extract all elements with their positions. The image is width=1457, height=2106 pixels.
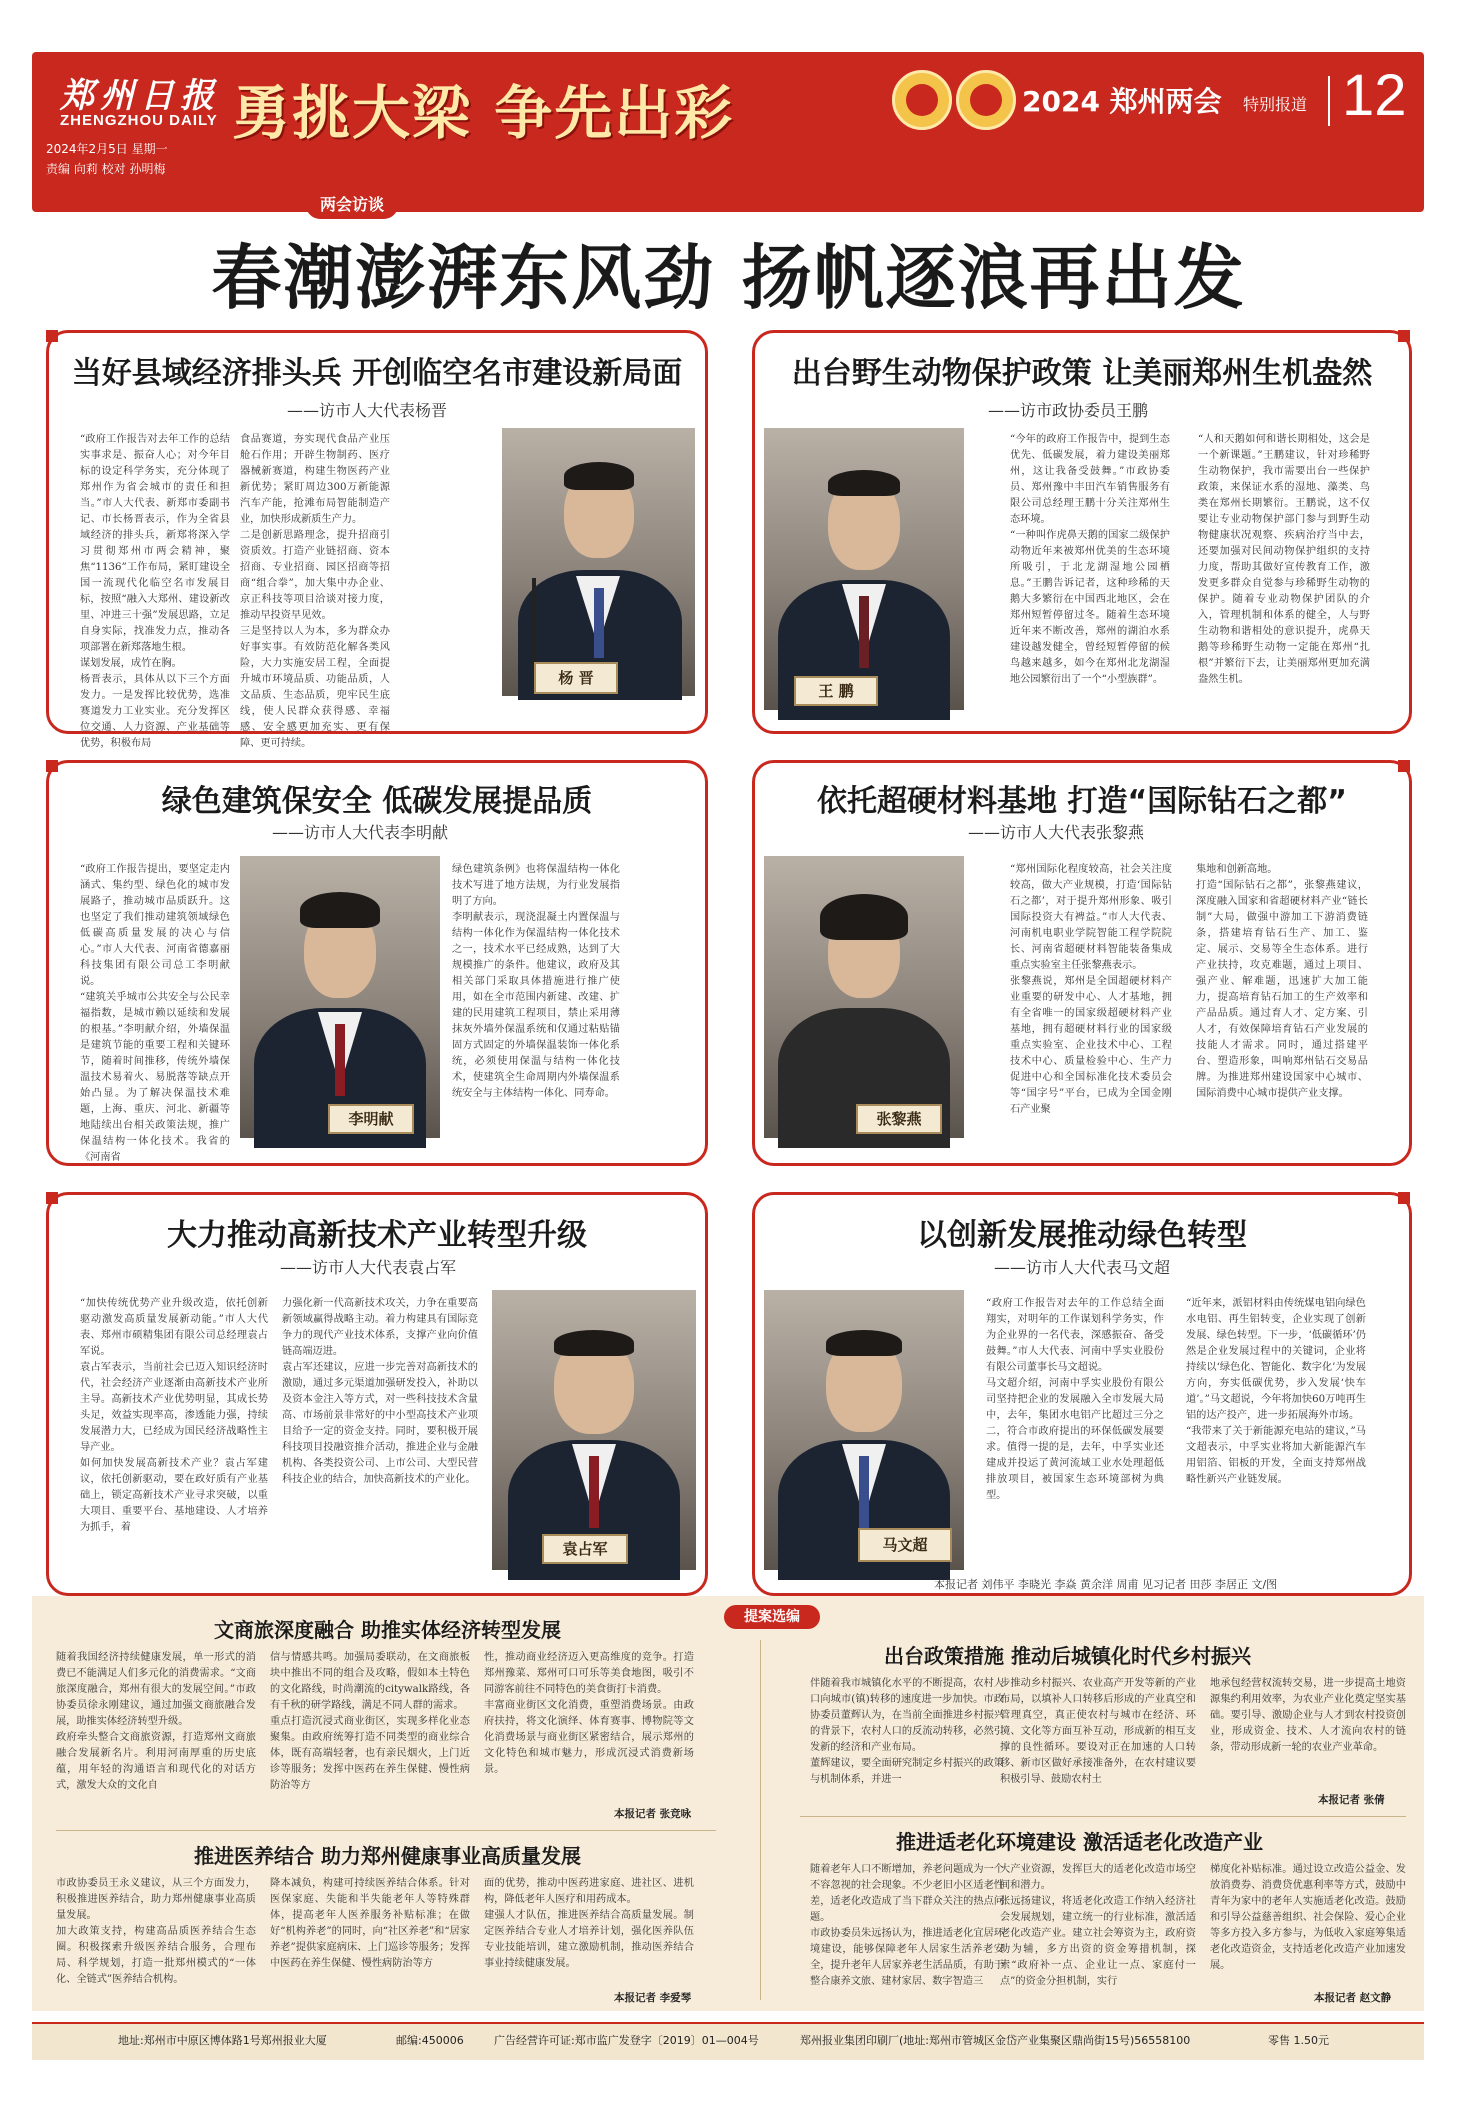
interview-title: 依托超硬材料基地 打造“国际钻石之都”	[817, 784, 1347, 819]
panel-corner	[46, 330, 58, 342]
footer-price: 零售 1.50元	[1268, 2034, 1329, 2047]
proposal-title: 出台政策措施 推动后城镇化时代乡村振兴	[884, 1644, 1251, 1668]
panel-corner	[46, 760, 58, 772]
portrait-photo	[492, 1290, 696, 1570]
name-plate: 杨 晋	[534, 662, 618, 694]
row-divider	[56, 1830, 716, 1831]
interview-subtitle: ——访市人大代表马文超	[994, 1258, 1171, 1277]
name-plate: 王 鹏	[794, 676, 878, 706]
portrait-photo	[764, 428, 964, 710]
photo-credit: 本报记者 刘伟平 李晓光 李焱 黄余洋 周甫 见习记者 田莎 李居正 文/图	[934, 1578, 1278, 1591]
article-column: “加快传统优势产业升级改造，依托创新驱动激发高质量发展新动能。”市人大代表、郑州市硕精集团有限公司总经理袁占军说。 袁占军表示，当前社会已迈入知识经济时代，社会经济产业逐渐由高新技术产业所主导。高新技术产业优势明显，其成长势头足，效益实现率高，渗透能力强，持续发展潜力大，已经成为国民经济战略性主导产业。 如何加快发展高新技术产业？袁占军建议，依托创新驱动，要在政好质有产业基础上，锁定高新技术产业寻求突破，以重大项目、重要平台、基地建设、人才培养为抓手，着	[80, 1298, 268, 1533]
proposal-column: 市政协委员王永义建议，从三个方面发力，积极推进医养结合，助力郑州健康事业高质量发展。 加大政策支持，构建高品质医养结合生态圈。积极探索升级医养结合服务，合理布局、科学规划，打造一批郑州模式的“一体化、全链式”医养结合机构。	[56, 1878, 256, 1985]
portrait-photo	[502, 428, 695, 696]
national-emblem-icon	[892, 70, 952, 130]
article-column: “今年的政府工作报告中，提到生态优先、低碳发展，着力建设美丽郑州，这让我备受鼓舞。”市政协委员、郑州豫中丰田汽车销售服务有限公司总经理王鹏十分关注郑州生态环境。 “一种叫作虎鼻天鹅的国家二级保护动物近年来被郑州优美的生态环境所吸引，于北龙湖湿地公园栖息。”王鹏告诉记者，这种珍稀的天鹅大多繁衍在中国西北地区，会在郑州短暂停留过冬。随着生态环境近年来不断改善，郑州的湖泊水系建设越发健全，曾经短暂停留的候鸟越来越多，如今在郑州北龙湖湿地公园繁衍出了一个“小型族群”。	[1010, 434, 1170, 685]
name-plate: 李明献	[328, 1104, 414, 1134]
article-column: “郑州国际化程度较高，社会关注度较高，做大产业规模，打造‘国际钻石之都’，对于提升郑州形象、吸引国际投资大有裨益。”市人大代表、河南机电职业学院智能工程学院院长、河南省超硬材料智能装备集成重点实验室主任张黎燕表示。 张黎燕说，郑州是全国超硬材料产业重要的研发中心、人才基地，拥有全省唯一的国家级超硬材料产业基地，拥有超硬材料行业的国家级重点实验室、企业技术中心、工程技术中心、质量检验中心、生产力促进中心和全国标准化技术委员会等“国字号”平台，已成为全国金刚石产业聚	[1010, 864, 1172, 1115]
article-column: 集地和创新高地。 打造“国际钻石之都”，张黎燕建议，深度融入国家和省超硬材料产业“链长制”大局，做强中游加工下游消费链条，搭建培育钻石生产、加工、鉴定、展示、交易等全生态体系。进行产业扶持，攻克难题，通过上项目、强产业、解难题，迅速扩大加工能力，提高培育钻石加工的生产效率和产品品质。通过育人才、定方案、引人才，有效保障培育钻石产业发展的技能人才需求。同时，通过搭建平台、塑造形象，叫响郑州钻石交易品牌。为推进郑州建设国家中心城市、国际消费中心城市提供产业支撑。	[1196, 864, 1368, 1099]
proposal-reporter: 本报记者 张竞咏	[614, 1808, 692, 1820]
column-divider	[760, 1640, 761, 2000]
article-column: 绿色建筑条例》也将保温结构一体化技术写进了地方法规，为行业发展指明了方向。 李明献表示，现浇混凝土内置保温与结构一体化作为保温结构一体化技术之一，技术水平已经成熟，达到了大规模推广的条件。他建议，政府及其相关部门采取具体措施进行推广使用，如在全市范围内新建、改建、扩建的民用建筑工程项目，禁止采用薄抹灰外墙外保温系统和仅通过粘贴锚固方式固定的外墙保温装饰一体化系统，必须使用保温与结构一体化技术，使建筑全生命周期内外墙保温系统安全与主体结构一体化、同寿命。	[452, 864, 620, 1099]
proposal-column: 大产业资源，发挥巨大的适老化改造市场空间和潜力。 张远扬建议，将适老化改造工作纳入经济社会发展规划，建立统一的行业标准，激活适老化改造产业。建立社会筹资为主，政府资助为辅，多方出资的资金筹措机制，探索“政府补一点、企业让一点、家庭付一点”的资金分担机制，实行	[1000, 1864, 1196, 1987]
proposal-column: 降本减负，构建可持续医养结合体系。针对医保家庭、失能和半失能老年人等特殊群体，提高老年人医养服务补贴标准；在做好“机构养老”的同时，向“社区养老”和“居家养老”提供家庭病床、上门巡诊等服务；发挥中医药在养生保健、慢性病防治等方	[270, 1878, 470, 1969]
proposal-column: 地承包经营权流转交易，进一步提高土地资源集约利用效率，为农业产业化奠定坚实基础。要引导、激励企业与人才到农村投资创业，形成资金、技术、人才流向农村的链条，带动形成新一轮的农业产业革命。	[1210, 1678, 1406, 1753]
panel-corner	[1398, 330, 1410, 342]
person-icon	[268, 176, 304, 212]
footer-printer: 郑州报业集团印刷厂(地址:郑州市管城区金岱产业集聚区鼎尚街15号)56558100	[800, 2034, 1191, 2047]
interview-title: 绿色建筑保安全 低碳发展提品质	[161, 784, 593, 819]
proposal-column: 随着我国经济持续健康发展，单一形式的消费已不能满足人们多元化的消费需求。“文商旅深度融合，郑州有很大的发展空间。”市政协委员徐永刚建议，通过加强文商旅融合发展，助推实体经济转型升级。 政府牵头整合文商旅资源，打造郑州文商旅融合发展新名片。利用河南厚重的历史底蕴，用年轻的沟通语言和现代化的对话方式，激发大众的文化自	[56, 1652, 256, 1791]
row-divider	[800, 1816, 1406, 1817]
interview-subtitle: ——访市人大代表张黎燕	[968, 823, 1145, 842]
proposals-tag: 提案选编	[724, 1605, 820, 1629]
interview-title: 大力推动高新技术产业转型升级	[167, 1218, 587, 1253]
page-number: 12	[1342, 63, 1407, 128]
interview-subtitle: ——访市人大代表袁占军	[280, 1258, 457, 1277]
proposal-reporter: 本报记者 张倩	[1318, 1794, 1385, 1806]
interview-subtitle: ——访市人大代表李明献	[272, 823, 449, 842]
proposal-column: 面的优势，推动中医药进家庭、进社区、进机构，降低老年人医疗和用药成本。 建强人才队伍，推进医养结合高质量发展。制定医养结合专业人才培养计划，强化医养队伍专业技能培训，建立激励机制，推动医养结合事业持续健康发展。	[484, 1878, 694, 1969]
interview-title: 当好县域经济排头兵 开创临空名市建设新局面	[71, 356, 683, 391]
page-headline: 春潮澎湃东风劲 扬帆逐浪再出发	[211, 237, 1246, 319]
issue-date: 2024年2月5日 星期一	[46, 142, 168, 156]
interview-subtitle: ——访市政协委员王鹏	[988, 401, 1149, 420]
panel-corner	[1398, 1192, 1410, 1204]
proposal-reporter: 本报记者 李爱琴	[614, 1992, 692, 2004]
portrait-photo	[764, 1290, 964, 1570]
name-plate: 马文超	[858, 1528, 952, 1562]
article-column: “人和天鹅如何和谐长期相处，这会是一个新课题。”王鹏建议，针对珍稀野生动物保护，我市需要出台一些保护政策，来保证水系的湿地、藻类、鸟类在郑州长期繁衍。王鹏说，这不仅要让专业动物保护部门参与到野生动物健康状况观察、疾病治疗当中去，还要加强对民间动物保护组织的支持力度，帮助其做好宣传教育工作，激发更多群众自觉参与珍稀野生动物的保护。随着专业动物保护团队的介入，管理机制和体系的健全，人与野生动物和谐相处的意识提升，虎鼻天鹅等珍稀野生动物一定能在郑州“扎根”并繁衍下去，让美丽郑州更加充满盎然生机。	[1198, 434, 1370, 685]
article-column: “政府工作报告对去年的工作总结全面翔实，对明年的工作谋划科学务实，作为企业界的一名代表，深感振奋、备受鼓舞。”市人大代表、河南中孚实业股份有限公司董事长马文超说。 马文超介绍，河南中孚实业股份有限公司坚持把企业的发展融入全市发展大局中，去年，集团水电铝产比超过三分之二，符合市政府提出的环保低碳发展要求。值得一提的是，去年，中孚实业还建成并投运了黄河流域工业水处理超低排放项目，被国家生态环境部树为典型。	[986, 1298, 1164, 1501]
proposal-title: 推进适老化环境建设 激活适老化改造产业	[896, 1830, 1263, 1854]
edition-subtitle: 特别报道	[1243, 95, 1308, 114]
proposal-column: 梯度化补贴标准。通过设立改造公益金、发放消费券、消费贷优惠利率等方式，鼓励中青年为家中的老年人实施适老化改造。鼓励和引导公益慈善组织、社会保险、爱心企业等多方投入多方参与，为低收入家庭筹集适老化改造资金，支持适老化改造产业加速发展。	[1210, 1864, 1406, 1971]
cppcc-emblem-icon	[956, 70, 1016, 130]
proposal-column: 伴随着我市城镇化水平的不断提高，农村人口向城市(镇)转移的速度进一步加快。市政协委员董辉认为，在当前全面推进乡村振兴的背景下，农村人口的反流动转移，必然引发新的经济和产业布局。 董辉建议，要全面研究制定乡村振兴的政策与机制体系，并进一	[810, 1678, 1004, 1785]
panel-corner	[46, 1192, 58, 1204]
proposal-column: 步推动乡村振兴、农业高产开发等新的产业布局，以填补人口转移后形成的产业真空和管理真空，真正使农村与城市在经济、环境、文化等方面互补互动，形成新的相互支撑的良性循环。要设对正在加速的人口转移、新市区做好承接准备外，在农村建议要积极引导、鼓励农村土	[1000, 1678, 1196, 1785]
article-column: 力强化新一代高新技术攻关，力争在重要高新领域赢得战略主动。着力构建具有国际竞争力的现代产业技术体系，支撑产业向价值链高端迈进。 袁占军还建议，应进一步完善对高新技术的激励，通过多元渠道加强研发投入，补助以及资本金注入等方式，对一些科技技术含量高、市场前景非常好的中小型高技术产业项目给予一定的资金支持。同时，要积极开展科技项目投融资推介活动，推进企业与金融机构、各类投资公司、上市公司、大型民营科技企业的结合，加快高新技术的产业化。	[282, 1298, 478, 1485]
proposal-reporter: 本报记者 赵文静	[1314, 1992, 1392, 2004]
edition-title: 2024 郑州两会	[1022, 85, 1222, 118]
article-column: “近年来，派铝材料由传统煤电铝向绿色水电铝、再生铝转变，企业实现了创新发展、绿色转型。下一步，‘低碳循环’仍然是企业发展过程中的关键词，企业将持续以‘绿色化、智能化、数字化’为发展方向，夯实低碳优势，步入发展‘快车道’。”马文超说，今年将加快60万吨再生铝的达产投产，进一步拓展海外市场。 “我带来了关于新能源充电站的建议，”马文超表示，中孚实业将加大新能源汽车用铝箔、铝板的开发，全面支持郑州战略性新兴产业链发展。	[1186, 1298, 1366, 1485]
newspaper-logo: 郑州日报	[60, 76, 220, 116]
portrait-photo	[764, 856, 964, 1138]
proposal-title: 推进医养结合 助力郑州健康事业高质量发展	[194, 1844, 581, 1868]
name-plate: 袁占军	[542, 1534, 628, 1564]
footer-license: 广告经营许可证:郑市监广发登字〔2019〕01—004号	[494, 2034, 759, 2047]
article-column: “政府工作报告提出，要坚定走内涵式、集约型、绿色化的城市发展路子，推动城市品质跃升。这也坚定了我们推动建筑领域绿色低碳高质量发展的决心与信心。”市人大代表、河南省德嘉丽科技集团有限公司总工李明献说。 “建筑关乎城市公共安全与公民幸福指数，是城市赖以延续和发展的根基。”李明献介绍，外墙保温是建筑节能的重要工程和关键环节，随着时间推移，传统外墙保温技术易着火、易脱落等缺点开始凸显。为了解决保温技术难题，上海、重庆、河北、新疆等地陆续出台相关政策法规，推广保温结构一体化技术。我省的《河南省	[80, 864, 230, 1163]
masthead-divider	[1328, 76, 1330, 126]
page-editors: 责编 向莉 校对 孙明梅	[46, 162, 166, 176]
newspaper-logo-en: ZHENGZHOU DAILY	[60, 112, 218, 129]
article-column: “政府工作报告对去年工作的总结实事求是、振奋人心；对今年目标的设定科学务实，充分体现了郑州作为省会城市的责任和担当。”市人大代表、新郑市委副书记、市长杨晋表示，作为全省县域经济的排头兵，新郑将深入学习贯彻郑州市两会精神，聚焦“1136”工作布局，紧盯建设全国一流现代化临空名市发展目标，按照“融入大郑州、建设新改里、冲进三十强”发展思路，立足自身实际，找准发力点，推动各项部署在新郑落地生根。 谋划发展，成竹在胸。 杨晋表示，具体从以下三个方面发力。一是发挥比较优势，选准赛道发力工业实业。充分发挥区位交通、人力资源、产业基础等优势，积极布局	[80, 434, 230, 749]
proposal-column: 信与情感共鸣。加强局委联动，在文商旅板块中推出不同的组合及攻略，假如本土特色的文化路线，时尚潮流的citywalk路线，各有千秋的研学路线，满足不同人群的需求。 重点打造沉浸式商业街区，实现多样化业态聚集。由政府统筹打造不同类型的商业综合体，既有高端轻奢，也有亲民烟火，上门近诊等服务；发挥中医药在养生保健、慢性病防治等方	[270, 1652, 470, 1791]
footer-address: 地址:郑州市中原区博体路1号郑州报业大厦	[118, 2034, 327, 2047]
interview-subtitle: ——访市人大代表杨晋	[287, 401, 448, 420]
footer-postcode: 邮编:450006	[396, 2034, 464, 2047]
proposal-title: 文商旅深度融合 助推实体经济转型发展	[214, 1618, 561, 1642]
proposal-column: 性，推动商业经济迈入更高维度的竞争。打造郑州豫菜、郑州可口可乐等美食地图，吸引不同游客前往不同特色的美食街打卡消费。 丰富商业街区文化消费，重塑消费场景。由政府扶持，将文化演绎、体育赛事、博物院等文化消费场景与商业街区紧密结合，展示郑州的文化特色和城市魅力，形成沉浸式消费新场景。	[484, 1652, 694, 1775]
slogan: 勇挑大梁 争先出彩	[232, 79, 735, 147]
panel-corner	[1398, 760, 1410, 772]
name-plate: 张黎燕	[856, 1104, 942, 1134]
interview-title: 出台野生动物保护政策 让美丽郑州生机盎然	[791, 356, 1373, 391]
interview-title: 以创新发展推动绿色转型	[917, 1218, 1247, 1253]
section-tag: 两会访谈	[306, 188, 398, 219]
proposal-column: 随着老年人口不断增加，养老问题成为一个不容忽视的社会现象。不少老旧小区适老性差，适老化改造成了当下群众关注的热点问题。 市政协委员朱远扬认为，推进适老化宜居环境建设，能够保障老年人居家生活养老安全，提升老年人居家养老生活品质，有助于整合康养文旅、建材家居、数字智造三	[810, 1864, 1004, 1987]
portrait-photo	[240, 856, 440, 1138]
article-column: 食品赛道，夯实现代食品产业压舱石作用；开辟生物制药、医疗器械新赛道，构建生物医药产业新优势；紧盯周边300万新能源汽车产能，抢滩布局智能制造产业，加快形成新质生产力。 二是创新思路理念，提升招商引资质效。打造产业链招商、资本招商、专业招商、园区招商等招商“组合拳”，加大集中办企业、京正科技等项目洽谈对接力度，推动早投资早见效。 三是坚持以人为本，多为群众办好事实事。有效防范化解各类风险，大力实施安居工程，全面提升城市环境品质、功能品质，人文品质、生态品质，兜牢民生底线，使人民群众获得感、幸福感、安全感更加充实、更有保障、更可持续。	[240, 434, 390, 749]
